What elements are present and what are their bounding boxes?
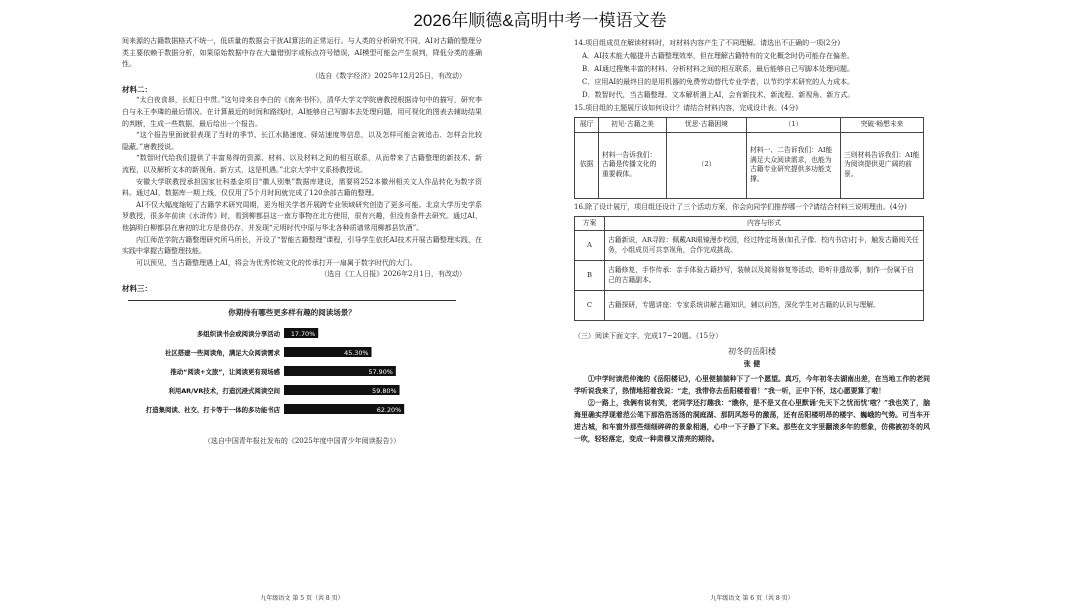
option-b: B．AI通过搜集丰富的材料、分析材料之间的相互联系，最后能够自己写脚本处理问题。 xyxy=(582,65,854,73)
table-header-cell: 内容与形式 xyxy=(605,216,924,231)
bar-value-label: 17.70% xyxy=(290,329,316,338)
table-cell: C xyxy=(575,291,605,321)
table-header-cell: 展厅 xyxy=(575,118,599,133)
page-left xyxy=(122,36,482,602)
bar-value-label: 57.90% xyxy=(368,367,393,376)
material2-paragraph: AI不仅大幅度缩短了古籍学术研究周期，更为相关学者开展跨专业领域研究创造了更多可能。北京大学历史学系罗教授，很多年前读《水浒传》时，看到柳都县这一南方事物在北方使用，很有兴趣，但没有条件去研究。通过AI，他搞明白柳都县在唐初的北方是普仍存，并发现“元明时代中原与华北各种质谱常用柳都县饮酒”。 xyxy=(122,200,482,232)
table-cell: 古籍修复，手作传承：亲手体验古籍抄写，装帧以及简易修复等活动，聆听非遗故事，制作一份属于自己的古籍副本。 xyxy=(605,261,924,291)
bar-value-label: 59.80% xyxy=(372,386,397,395)
material2-paragraph: “这个报告里面就很表现了当时的季节、长江水路速度、驿站速度等信息，以及怎样可能会被追击、怎样会比较隐蔽。”唐教授说。 xyxy=(122,131,482,151)
chart-title: 你期待有哪些更多样有趣的阅读场景？ xyxy=(228,307,356,317)
table-cell: 依据 xyxy=(575,132,599,198)
table-header-cell: 方案 xyxy=(575,216,605,231)
bar-value-label: 45.30% xyxy=(344,348,369,357)
essay-paragraph: ①中学时读范仲淹的《岳阳楼记》，心里便揣揣种下了一个愿望。真巧，今年初冬去湖南出差，在当地工作的老同学听说我来了，热情地招着我说：“走，我带你去岳阳楼看看！”我一听，正中下怀，这心愿要算了啦！ xyxy=(574,375,930,395)
table-header-cell: 初见·古籍之美 xyxy=(599,118,667,133)
table-cell: 材料一、二告诉我们：AI能满足大众阅读需求，也能为古籍专业研究提供多功能支撑。 xyxy=(747,132,841,198)
category-label: 打造集阅读、社交、打卡等于一体的多功能书店 xyxy=(145,405,280,414)
option-d: D．数智时代，当古籍整理、文本解析遇上AI，会有新技术、新流程、新视角、新方式。 xyxy=(582,91,855,99)
chart-top-rule xyxy=(128,300,456,301)
material2-paragraph: 内江师范学院古籍整理研究所马所长，开设了“智能古籍整理”课程，引导学生依托AI技术开展古籍整理实践，在实践中掌握古籍整理技能。 xyxy=(122,235,482,256)
category-label: 多组织读书会或阅读分享活动 xyxy=(196,329,280,338)
essay-body xyxy=(574,373,930,445)
activity-table xyxy=(574,216,924,322)
table-cell: A xyxy=(575,231,605,261)
material2-paragraph: 可以预见，当古籍整理遇上AI，将会为优秀传统文化的传承打开一扇属于数字时代的大门。 xyxy=(136,258,417,267)
question-16: 16.除了设计展厅，项目组还设计了三个活动方案，你会向同学们推荐哪一个?请结合材料三说明理由。(4分) xyxy=(574,202,907,211)
material3-label: 材料三： xyxy=(122,283,152,293)
material2-label: 材料二： xyxy=(122,85,152,95)
table-cell: B xyxy=(575,261,605,291)
bar-chart-svg xyxy=(122,324,462,424)
option-a: A．AI技术能大幅提升古籍整理效率，但在理解古籍特有的文化概念时仍可能存在偏差。 xyxy=(582,52,854,60)
table-header-cell: （1） xyxy=(747,118,841,133)
question-15: 15.项目组的主题展厅该如何设计？请结合材料内容，完成设计表。(4分) xyxy=(574,104,799,112)
document-title: 2026年顺德&高明中考一模语文卷 xyxy=(413,11,667,30)
material1-tail: 间来源的古籍数据格式不统一，低质量的数据会干扰AI算法的正常运行。与人类的分析研究不同，AI对古籍的整理分类主要依赖于数据分析，如果原始数据中存在大量错别字或标点符号错误，AI模型可能会产生误判，降低分类的准确性。 xyxy=(122,37,482,69)
section-3-heading: （三）阅读下面文字，完成17~20题。（15分） xyxy=(574,332,723,340)
page-footer-left: 九年级语文 第 5 页（共 8 页） xyxy=(260,595,344,602)
source-citation-2: （选自《工人日报》2026年2月1日，有改动） xyxy=(320,270,466,279)
chart-source: （选自中国青年报社发布的《2025年度中国青少年阅读报告》） xyxy=(203,436,401,445)
table-header-cell: 忧思·古籍困境 xyxy=(667,118,747,133)
page-footer-right: 九年级语文 第 6 页（共 8 页） xyxy=(710,595,794,602)
category-label: 社区搭建一些阅读角，满足大众阅读需求 xyxy=(164,348,280,357)
material2-paragraph: “数智时代给我们提供了丰富易得的资源、材料、以及材料之间的相互联系，从而带来了古籍整理的新技术、新流程，以及解析文本的新视角、新方式，这是机遇。”北京大学中文系杨教授说。 xyxy=(122,154,482,174)
category-label: 推动“阅读+文旅”，让阅读更有现场感 xyxy=(170,367,280,376)
essay-paragraph: ②一路上，我俩有说有笑，老同学还打趣我：“瞧你，是不是又在心里默诵‘先天下之忧而忧’啦？”我也笑了，脑海里确实浮现着范公笔下那浩浩汤汤的洞庭湖、那阴风怒号的激荡，还有岳阳楼明昂的楼宇、巍峨的气势。可当车开进古城，和车窗外那些细细碎碎的景象相遇，心中一下子静了下来。那些在文字里翻滚多年的想象，仿佛被初冬的风一吹，轻轻落定，变成一种肃穆又清亮的期待。 xyxy=(574,399,930,443)
question-14: 14.项目组成员在解读材料时，对材料内容产生了不同理解。请选出不正确的一项(2分) xyxy=(574,39,841,47)
design-table xyxy=(574,117,924,199)
option-c: C．应用AI的最终目的是用机器的免费劳动替代专业学者，以节约学术研究的人力成本。 xyxy=(582,78,855,86)
essay-author: 张 健 xyxy=(743,359,761,368)
bar-value-label: 62.20% xyxy=(376,405,402,414)
table-cell: 材料一告诉我们：古籍是传播文化的重要载体。 xyxy=(599,132,667,198)
table-blank-cell: （2） xyxy=(667,132,747,198)
material2-paragraph: “太白夜食昴，长虹日中贯。”这句诗来自李白的《南奔书怀》，清华大学文学院唐教授根据诗句中的描写，研究李白与永王李璘的最后情况。在计算最近的时间和路线时，AI能够自己写脚本去处理问题，用可视化的图表去辅助结果的判断，生成一些数据，最后给出一个报告。 xyxy=(122,96,482,128)
essay-title: 初冬的岳阳楼 xyxy=(728,347,776,356)
page-right xyxy=(574,36,930,602)
table-header-cell: 突破·畅想未来 xyxy=(841,118,924,133)
reading-scene-chart xyxy=(122,300,462,428)
material2-paragraph: 安徽大学联教授承担国家社科基金项目“徽人别集”数据库建设，需要将252本徽州相关文人作品转化为数字资料。通过AI，数据库一期上线，仅仅用了5个月时间就完成了120余部古籍的整理。 xyxy=(122,177,482,198)
category-label: 利用AR/VR技术，打造沉浸式阅读空间 xyxy=(168,386,280,395)
table-cell: 古籍探研，专题讲座：专家系统讲解古籍知识，辅以问答，深化学生对古籍的认识与理解。 xyxy=(605,291,924,321)
source-citation-1: （选自《数字经济》2025年12月25日，有改动） xyxy=(311,71,466,80)
table-cell: 三则材料告诉我们：AI能为阅读提供更广阔的前景。 xyxy=(841,132,924,198)
table-cell: 古籍新说，AR寻踪：佩戴AR眼镜漫步校园，经过特定场景(如孔子像、校内书店)打卡，触发古籍阅关任务，小组成员可共享视角，合作完成挑战。 xyxy=(605,231,924,261)
